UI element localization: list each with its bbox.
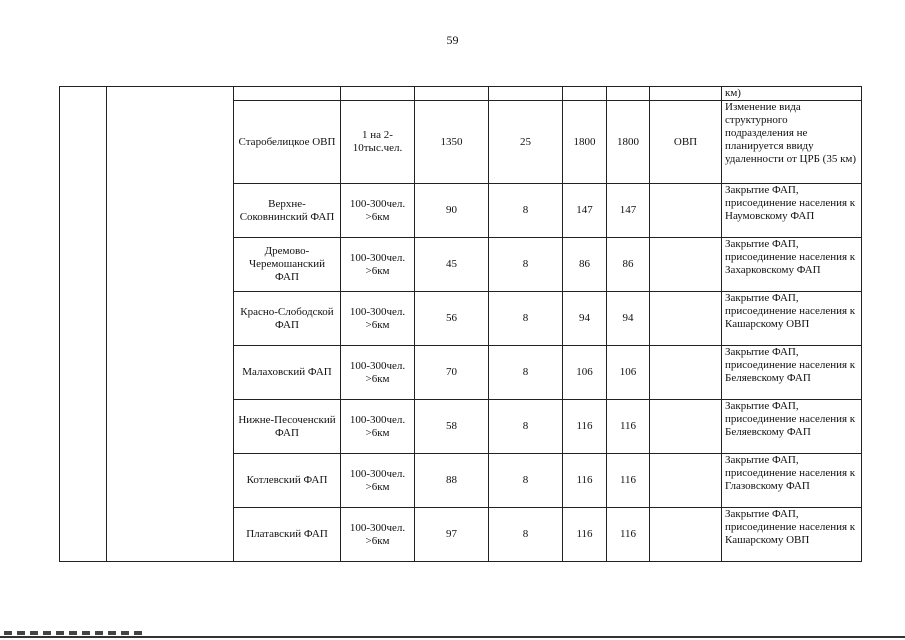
empty-cell <box>607 87 650 101</box>
distance-value-cell: 8 <box>489 346 563 400</box>
facilities-table <box>59 86 862 562</box>
facility-type-cell <box>650 292 722 346</box>
facility-name-cell: Верхне-Соковнинский ФАП <box>234 184 341 238</box>
value-col2-cell: 147 <box>607 184 650 238</box>
distance-value-cell: 25 <box>489 101 563 184</box>
capacity-category-cell: 100-300чел. >6км <box>341 292 415 346</box>
facility-type-cell <box>650 400 722 454</box>
facility-type-cell <box>650 508 722 562</box>
note-cell: Закрытие ФАП, присоединение населения к Кашарскому ОВП <box>722 508 862 562</box>
value-col2-cell: 86 <box>607 238 650 292</box>
value-col2-cell: 106 <box>607 346 650 400</box>
value-col1-cell: 1800 <box>563 101 607 184</box>
facility-type-cell <box>650 184 722 238</box>
facility-type-cell <box>650 238 722 292</box>
table-body <box>60 87 862 562</box>
value-col1-cell: 116 <box>563 400 607 454</box>
note-cell: Закрытие ФАП, присоединение населения к Беляевскому ФАП <box>722 400 862 454</box>
scan-edge-marks <box>4 631 144 635</box>
value-col1-cell: 94 <box>563 292 607 346</box>
population-value-cell: 45 <box>415 238 489 292</box>
capacity-category-cell: 100-300чел. >6км <box>341 508 415 562</box>
population-value-cell: 90 <box>415 184 489 238</box>
empty-cell <box>234 87 341 101</box>
continuation-note: км) <box>722 87 862 101</box>
distance-value-cell: 8 <box>489 184 563 238</box>
note-cell: Изменение вида структурного подразделения не планируется ввиду удаленности от ЦРБ (35 км) <box>722 101 862 184</box>
facility-name-cell: Старобелицкое ОВП <box>234 101 341 184</box>
facility-type-cell: ОВП <box>650 101 722 184</box>
note-cell: Закрытие ФАП, присоединение населения к Кашарскому ОВП <box>722 292 862 346</box>
note-cell: Закрытие ФАП, присоединение населения к Беляевскому ФАП <box>722 346 862 400</box>
note-cell: Закрытие ФАП, присоединение населения к Наумовскому ФАП <box>722 184 862 238</box>
note-cell: Закрытие ФАП, присоединение населения к Глазовскому ФАП <box>722 454 862 508</box>
value-col2-cell: 116 <box>607 508 650 562</box>
value-col1-cell: 106 <box>563 346 607 400</box>
population-value-cell: 97 <box>415 508 489 562</box>
facility-name-cell: Котлевский ФАП <box>234 454 341 508</box>
facility-name-cell: Нижне-Песоченский ФАП <box>234 400 341 454</box>
value-col1-cell: 116 <box>563 454 607 508</box>
blank-cell-col2 <box>107 87 234 562</box>
facility-type-cell <box>650 454 722 508</box>
capacity-category-cell: 100-300чел. >6км <box>341 238 415 292</box>
capacity-category-cell: 100-300чел. >6км <box>341 184 415 238</box>
capacity-category-cell: 100-300чел. >6км <box>341 400 415 454</box>
value-col1-cell: 86 <box>563 238 607 292</box>
empty-cell <box>650 87 722 101</box>
empty-cell <box>563 87 607 101</box>
value-col1-cell: 147 <box>563 184 607 238</box>
distance-value-cell: 8 <box>489 508 563 562</box>
distance-value-cell: 8 <box>489 292 563 346</box>
population-value-cell: 56 <box>415 292 489 346</box>
distance-value-cell: 8 <box>489 400 563 454</box>
value-col2-cell: 116 <box>607 400 650 454</box>
population-value-cell: 88 <box>415 454 489 508</box>
value-col2-cell: 94 <box>607 292 650 346</box>
population-value-cell: 70 <box>415 346 489 400</box>
empty-cell <box>341 87 415 101</box>
empty-cell <box>415 87 489 101</box>
capacity-category-cell: 1 на 2-10тыс.чел. <box>341 101 415 184</box>
value-col2-cell: 1800 <box>607 101 650 184</box>
population-value-cell: 1350 <box>415 101 489 184</box>
page-number: 59 <box>446 33 459 47</box>
facility-name-cell: Дремово-Черемошанский ФАП <box>234 238 341 292</box>
capacity-category-cell: 100-300чел. >6км <box>341 454 415 508</box>
capacity-category-cell: 100-300чел. >6км <box>341 346 415 400</box>
value-col2-cell: 116 <box>607 454 650 508</box>
value-col1-cell: 116 <box>563 508 607 562</box>
scan-bottom-rule <box>0 636 905 638</box>
note-cell: Закрытие ФАП, присоединение населения к Захарковскому ФАП <box>722 238 862 292</box>
distance-value-cell: 8 <box>489 454 563 508</box>
facility-name-cell: Малаховский ФАП <box>234 346 341 400</box>
table-row-continuation <box>60 87 862 101</box>
facilities-table-wrapper <box>59 86 862 562</box>
distance-value-cell: 8 <box>489 238 563 292</box>
facility-type-cell <box>650 346 722 400</box>
facility-name-cell: Платавский ФАП <box>234 508 341 562</box>
population-value-cell: 58 <box>415 400 489 454</box>
blank-cell-col1 <box>60 87 107 562</box>
empty-cell <box>489 87 563 101</box>
facility-name-cell: Красно-Слободской ФАП <box>234 292 341 346</box>
